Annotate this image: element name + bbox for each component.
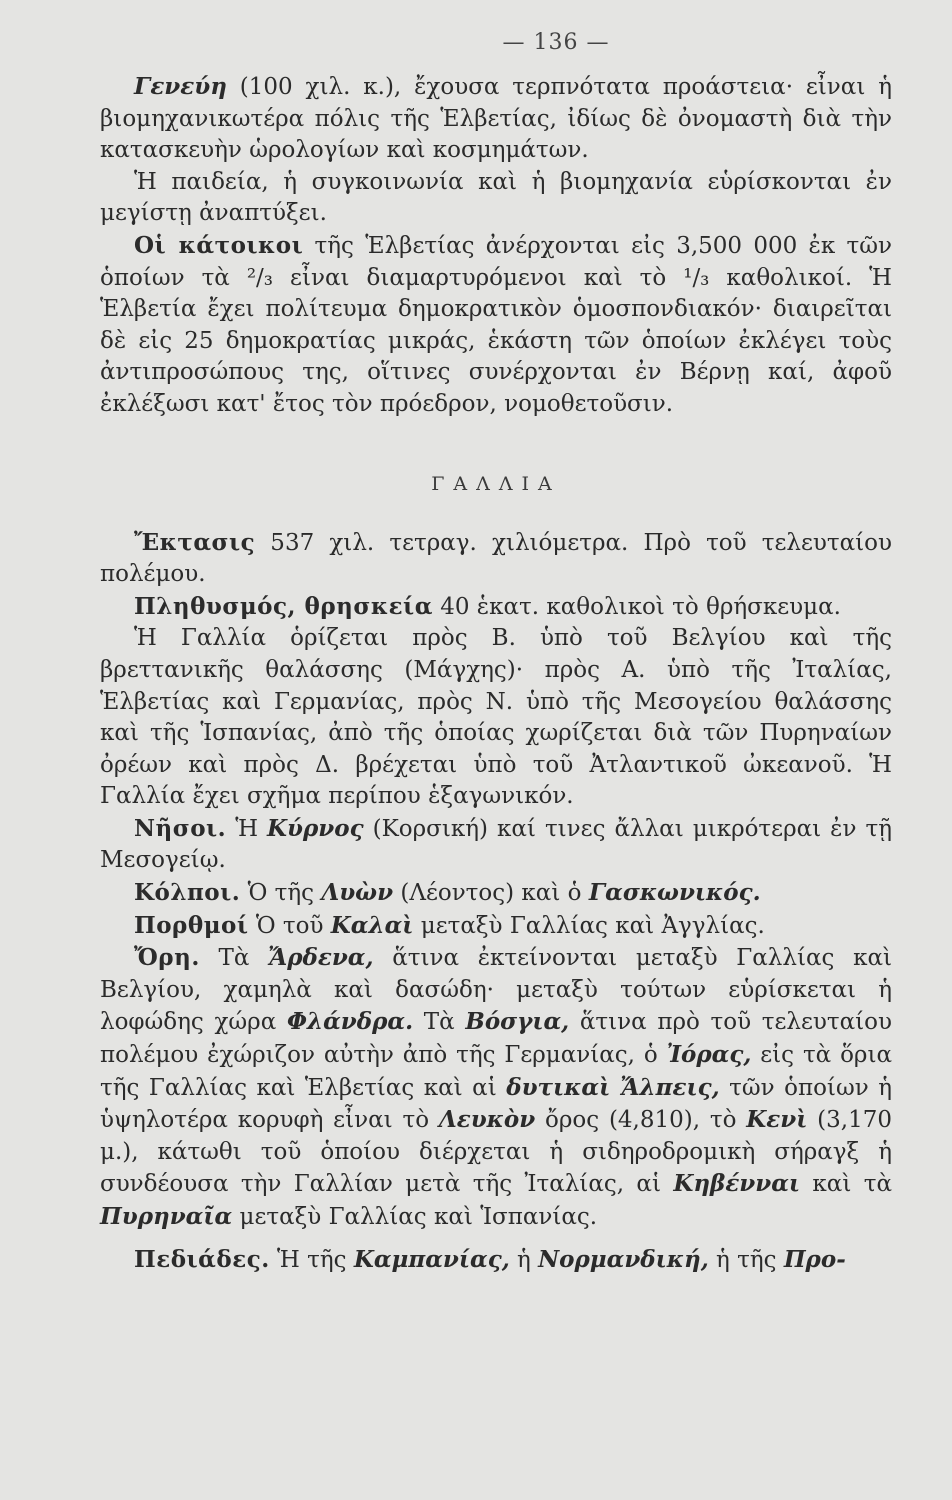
paragraph-borders: Ἡ Γαλλία ὁρίζεται πρὸς Β. ὑπὸ τοῦ Βελγίου καὶ τῆς βρεττανικῆς θαλάσσης (Μάγχης)· πρὸς Α. ὑπὸ τῆς Ἰταλίας, Ἑλβετίας καὶ Γερμανίας, πρὸς Ν. ὑπὸ τῆς Μεσογείου θαλάσσης καὶ τῆς Ἱσπανίας, ἀπὸ τῆς ὁποίας χωρίζεται διὰ τῶν Πυρηναίων ὀρέων καὶ πρὸς Δ. βρέχεται ὑπὸ τοῦ Ἀτλαντικοῦ ὠκεανοῦ. Ἡ Γαλλία ἔχει σχῆμα περίπου ἑξαγωνικόν. [100,625,892,810]
paragraph-population: Πληθυσμός, θρησκεία 40 ἑκατ. καθολικοὶ τὸ θρήσκευμα. [134,592,841,620]
page-number: — 136 — [502,30,610,55]
paragraph-straits: Πορθμοί Ὁ τοῦ Καλαὶ μεταξὺ Γαλλίας καὶ Ἀγγλίας. [134,911,765,939]
section-title-france: ΓΑΛΛΙΑ [431,472,561,495]
spacer [100,1234,892,1244]
paragraph-inhabitants: Οἱ κάτοικοι τῆς Ἑλβετίας ἀνέρχονται εἰς 3,500 000 ἐκ τῶν ὁποίων τὰ ²/₃ εἶναι διαμαρτυρόμενοι καὶ τὸ ¹/₃ καθολικοί. Ἡ Ἑλβετία ἔχει πολίτευμα δημοκρατικὸν ὁμοσπονδιακόν· διαιρεῖται δὲ εἰς 25 δημοκρατίας μικράς, ἑκάστη τῶν ὁποίων ἐκλέγει τοὺς ἀντιπροσώπους της, οἵτινες συνέρχονται ἐν Βέρνῃ καί, ἀφοῦ ἐκλέξωσι κατ' ἔτος τὸν πρόεδρον, νομοθετοῦσιν. [100,231,892,417]
paragraph-mountains: Ὄρη. Τὰ Ἄρδενα, ἅτινα ἐκτείνονται μεταξὺ Γαλλίας καὶ Βελγίου, χαμηλὰ καὶ δασώδη· μεταξὺ τούτων εὑρίσκεται ἡ λοφώδης χώρα Φλάνδρα. Τὰ Βόσγια, ἅτινα πρὸ τοῦ τελευταίου πολέμου ἐχώριζον αὐτὴν ἀπὸ τῆς Γερμανίας, ὁ Ἰόρας, εἰς τὰ ὅρια τῆς Γαλλίας καὶ Ἑλβετίας καὶ αἱ δυτικαὶ Ἄλπεις, τῶν ὁποίων ἡ ὑψηλοτέρα κορυφὴ εἶναι τὸ Λευκὸν ὄρος (4,810), τὸ Κενὶ (3,170 μ.), κάτωθι τοῦ ὁποίου διέρχεται ἡ σιδηροδρομικὴ σήραγξ ἡ συνδέουσα τὴν Γαλλίαν μετὰ τῆς Ἰταλίας, αἱ Κηβένναι καὶ τὰ Πυρηναῖα μεταξὺ Γαλλίας καὶ Ἱσπανίας. [100,944,892,1230]
lead-population: Πληθυσμός, θρησκεία [134,592,433,620]
paragraph-area: Ἔκτασις 537 χιλ. τετραγ. χιλιόμετρα. Πρὸ τοῦ τελευταίου πολέμου. [100,528,892,588]
lead-inhabitants: Οἱ κάτοικοι [134,231,304,259]
paragraph-gulfs: Κόλποι. Ὁ τῆς Λυὼν (Λέοντος) καὶ ὁ Γασκωνικός. [134,879,761,907]
paragraph-education: Ἡ παιδεία, ἡ συγκοινωνία καὶ ἡ βιομηχανία εὑρίσκονται ἐν μεγίστῃ ἀναπτύξει. [100,168,892,227]
paragraph-islands: Νῆσοι. Ἡ Κύρνος (Κορσική) καί τινες ἄλλαι μικρότεραι ἐν τῇ Μεσογείῳ. [100,814,892,874]
paragraph-plains: Πεδιάδες. Ἡ τῆς Καμπανίας, ἡ Νορμανδική, ἡ τῆς Προ- [134,1245,846,1273]
lead-islands: Νῆσοι. [134,814,227,842]
lead-gulfs: Κόλποι. [134,879,241,907]
lead-plains: Πεδιάδες. [134,1245,270,1273]
paragraph-geneva: Γενεύη (100 χιλ. κ.), ἔχουσα τερπνότατα προάστεια· εἶναι ἡ βιομηχανικωτέρα πόλις τῆς Ἑλβετίας, ἰδίως δὲ ὀνομαστὴ διὰ τὴν κατασκευὴν ὡρολογίων καὶ κοσμημάτων. [100,73,892,164]
term-geneva: Γενεύη [134,73,227,100]
lead-area: Ἔκτασις [134,528,256,556]
lead-straits: Πορθμοί [134,911,249,939]
lead-mountains: Ὄρη. [134,944,200,972]
